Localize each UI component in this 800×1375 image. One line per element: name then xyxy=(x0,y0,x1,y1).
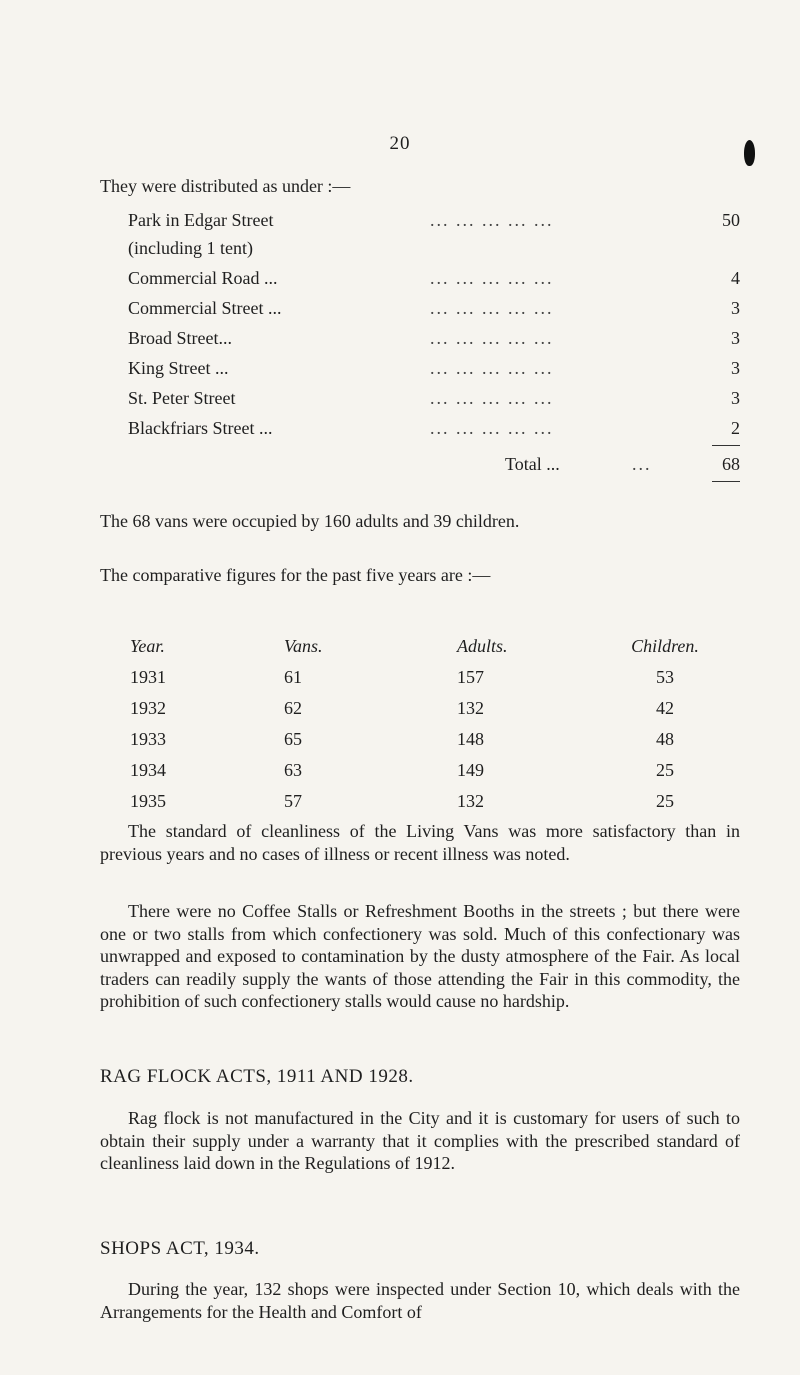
cell-vans: 65 xyxy=(284,729,302,749)
comparative-intro: The comparative figures for the past five years are :— xyxy=(100,565,491,585)
cell-children: 25 xyxy=(656,760,674,780)
shops-act-heading: SHOPS ACT, 1934. xyxy=(100,1238,260,1259)
distribution-location: Commercial Road ... xyxy=(128,268,278,288)
table-header-row xyxy=(130,633,740,664)
shops-act-paragraph: During the year, 132 shops were inspected under Section 10, which deals with the Arrangements for the Health and Comfort of xyxy=(100,1279,740,1322)
total-rule-top xyxy=(712,445,740,446)
distribution-count: 3 xyxy=(731,358,740,378)
cell-children: 48 xyxy=(656,729,674,749)
cell-vans: 63 xyxy=(284,760,302,780)
distribution-location: Park in Edgar Street (including 1 tent) xyxy=(128,210,274,258)
comparative-table xyxy=(130,633,740,819)
rag-flock-paragraph: Rag flock is not manufactured in the City and it is customary for users of such to obtain their supply under a warranty that it complies with the prescribed standard of cleanliness laid down in the Regulations of 1912. xyxy=(100,1108,740,1173)
distribution-list xyxy=(100,206,740,480)
table-row xyxy=(130,664,740,695)
distribution-count: 3 xyxy=(731,388,740,408)
cell-vans: 61 xyxy=(284,667,302,687)
header-adults: Adults. xyxy=(457,636,508,656)
distribution-count: 2 xyxy=(731,418,740,438)
coffee-stalls-paragraph: There were no Coffee Stalls or Refreshment Booths in the streets ; but there were one or two stalls from which confectionery was sold. Much of this confectionary was unwrapped and exposed to contamination by the dusty atmosphere of the Fair. As local traders can readily supply the wants of those attending the Fair in this commodity, the prohibition of such confectionery stalls would cause no hardship. xyxy=(100,901,740,1011)
cell-adults: 132 xyxy=(457,698,484,718)
distribution-row xyxy=(100,414,740,444)
leader-dots: ... ... ... ... ... xyxy=(430,298,554,318)
cell-children: 25 xyxy=(656,791,674,811)
leader-dots: ... ... ... ... ... xyxy=(430,268,554,288)
leader-dots: ... ... ... ... ... xyxy=(430,210,554,230)
distribution-location: King Street ... xyxy=(128,358,229,378)
distribution-row xyxy=(100,324,740,354)
distribution-count: 50 xyxy=(722,210,740,230)
cell-year: 1933 xyxy=(130,729,166,749)
table-row xyxy=(130,757,740,788)
cell-year: 1935 xyxy=(130,791,166,811)
cell-vans: 62 xyxy=(284,698,302,718)
header-year: Year. xyxy=(130,636,165,656)
distribution-intro: They were distributed as under :— xyxy=(100,176,351,196)
distribution-row xyxy=(100,294,740,324)
distribution-row xyxy=(100,384,740,414)
total-row xyxy=(100,450,740,480)
cell-children: 53 xyxy=(656,667,674,687)
cell-children: 42 xyxy=(656,698,674,718)
leader-dots: ... xyxy=(632,454,652,474)
table-row xyxy=(130,695,740,726)
header-vans: Vans. xyxy=(284,636,323,656)
distribution-location: Commercial Street ... xyxy=(128,298,282,318)
distribution-count: 3 xyxy=(731,328,740,348)
cell-adults: 148 xyxy=(457,729,484,749)
table-row xyxy=(130,788,740,819)
header-children: Children. xyxy=(631,636,699,656)
leader-dots: ... ... ... ... ... xyxy=(430,418,554,438)
leader-dots: ... ... ... ... ... xyxy=(430,328,554,348)
distribution-location: Broad Street... xyxy=(128,328,232,348)
distribution-location: Blackfriars Street ... xyxy=(128,418,273,438)
distribution-count: 3 xyxy=(731,298,740,318)
distribution-row xyxy=(100,206,740,264)
total-rule-bottom xyxy=(712,481,740,482)
cleanliness-paragraph: The standard of cleanliness of the Living Vans was more satisfactory than in previous years and no cases of illness or recent illness was noted. xyxy=(100,821,740,864)
total-value: 68 xyxy=(722,454,740,474)
ink-blot-mark xyxy=(744,140,755,166)
total-label: Total ... xyxy=(505,454,560,474)
vans-summary: The 68 vans were occupied by 160 adults and 39 children. xyxy=(100,511,520,531)
cell-year: 1931 xyxy=(130,667,166,687)
cell-year: 1932 xyxy=(130,698,166,718)
page-number: 20 xyxy=(389,133,411,154)
distribution-row xyxy=(100,354,740,384)
cell-adults: 157 xyxy=(457,667,484,687)
rag-flock-heading: RAG FLOCK ACTS, 1911 AND 1928. xyxy=(100,1066,414,1087)
cell-adults: 132 xyxy=(457,791,484,811)
cell-adults: 149 xyxy=(457,760,484,780)
distribution-row xyxy=(100,264,740,294)
leader-dots: ... ... ... ... ... xyxy=(430,358,554,378)
cell-year: 1934 xyxy=(130,760,166,780)
leader-dots: ... ... ... ... ... xyxy=(430,388,554,408)
distribution-location: St. Peter Street xyxy=(128,388,236,408)
table-row xyxy=(130,726,740,757)
cell-vans: 57 xyxy=(284,791,302,811)
distribution-count: 4 xyxy=(731,268,740,288)
